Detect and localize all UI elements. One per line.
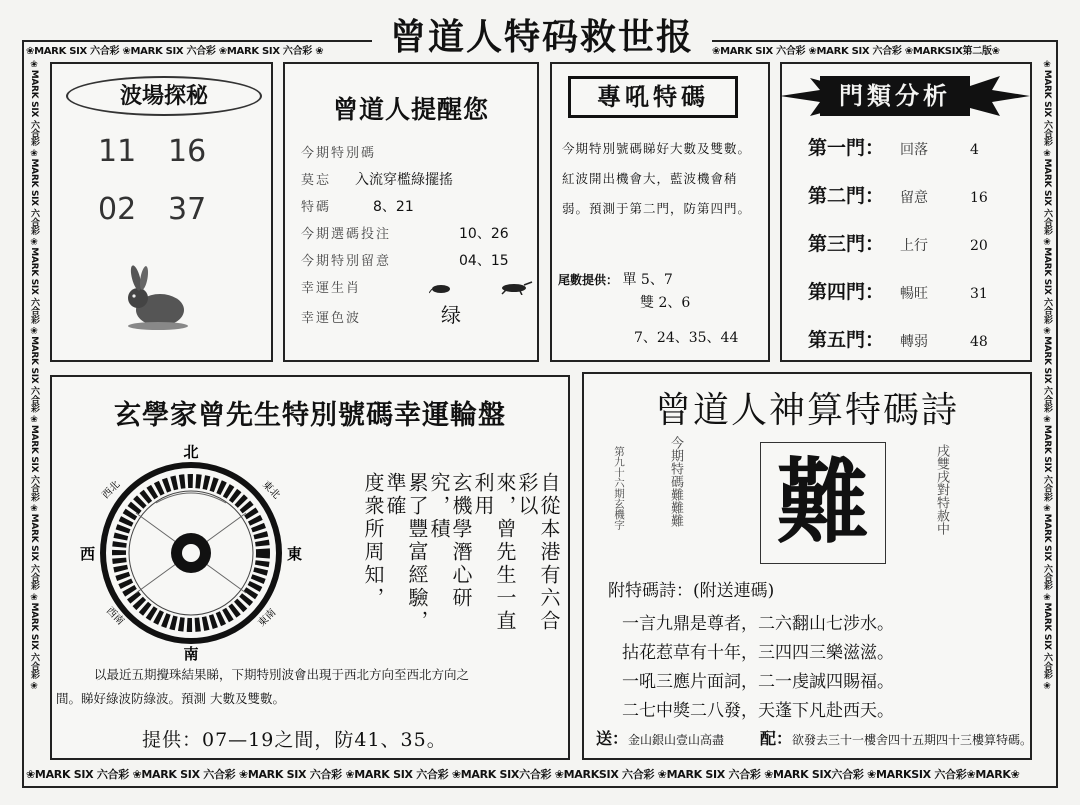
panel-title: 波場探秘 bbox=[66, 76, 262, 116]
banner-strip-left: ❀MARK SIX 六合彩 ❀MARK SIX 六合彩 ❀MARK SIX 六合彩 ❀MARK SIX 六合彩 ❀MARK SIX 六合彩 ❀MARK SIX 六合彩 ❀MARK SIX 六合彩 ❀ bbox=[29, 60, 39, 692]
panel-body-text: 今期特別號碼睇好大數及雙數。紅波開出機會大，藍波機會稍弱。預測于第二門，防第四門。 bbox=[562, 141, 752, 216]
dir-north: 北 bbox=[183, 443, 199, 461]
banner-strip-top-right: ❀MARK SIX 六合彩 ❀MARK SIX 六合彩 ❀MARKSIX第二版❀ bbox=[712, 46, 1000, 57]
door-list bbox=[808, 128, 1028, 368]
list-item bbox=[808, 320, 1028, 368]
text-column: 累了豐富經驗，準確 bbox=[383, 472, 429, 633]
banner-strip-bottom: ❀MARK SIX 六合彩 ❀MARK SIX 六合彩 ❀MARK SIX 六合彩 ❀MARK SIX 六合彩 ❀MARK SIX六合彩 ❀MARKSIX 六合彩 ❀MARK SIX 六合彩 ❀MARK SIX六合彩 ❀MARKSIX 六合彩❀MARK❀ bbox=[26, 768, 1020, 781]
panel-title: 曾道人神算特碼詩 bbox=[654, 390, 959, 431]
number-cell: 16 bbox=[168, 134, 207, 169]
panel-poem bbox=[582, 372, 1032, 760]
poem-subtitle: 附特碼詩：(附送連碼) bbox=[608, 581, 775, 601]
row-label: 特碼 bbox=[301, 200, 332, 215]
prediction-text bbox=[56, 663, 566, 711]
row-label: 今期選碼投注 bbox=[301, 227, 392, 242]
row-value: 10、26 bbox=[459, 226, 509, 242]
poem-line: 一吼三應片面詞，二一虔誠四賜福。 bbox=[622, 672, 894, 692]
panel-title: 玄學家曾先生特別號碼幸運輪盤 bbox=[114, 400, 506, 431]
poem-line: 拈花惹草有十年，三四四三樂滋滋。 bbox=[622, 643, 894, 663]
number-cell: 37 bbox=[168, 192, 207, 227]
door-number: 4 bbox=[970, 142, 979, 158]
panel-reminder bbox=[283, 62, 539, 362]
row-label: 幸運生肖 bbox=[301, 281, 362, 296]
issue-column: 第九十六期玄機字 bbox=[613, 446, 625, 530]
dir-southeast: 東南 bbox=[256, 607, 279, 630]
list-item bbox=[808, 224, 1028, 272]
row-value: 入流穿檻綠擺搖 bbox=[355, 172, 453, 188]
gift-line bbox=[596, 726, 1032, 749]
row-label: 莫忘 bbox=[301, 173, 332, 188]
door-label: 第三門： bbox=[808, 233, 885, 255]
row-value: 8、21 bbox=[373, 199, 414, 215]
dir-northeast: 東北 bbox=[259, 479, 282, 502]
dir-northwest: 西北 bbox=[100, 479, 123, 502]
send-label: 送： bbox=[596, 729, 629, 748]
poem-lines bbox=[622, 610, 894, 726]
dir-east: 東 bbox=[286, 545, 302, 563]
lucky-wheel bbox=[76, 443, 306, 663]
tail-numbers bbox=[558, 269, 768, 350]
horse-icon bbox=[494, 281, 554, 295]
list-item bbox=[301, 248, 531, 275]
dir-south: 南 bbox=[183, 645, 199, 663]
door-word: 轉弱 bbox=[900, 334, 928, 350]
door-label: 第四門： bbox=[808, 281, 885, 303]
masthead-title: 曾道人特码救世报 bbox=[372, 12, 712, 62]
clue-column: 戌雙戌對特赦中 bbox=[934, 444, 949, 535]
list-item bbox=[301, 167, 531, 194]
prediction-line: 以最近五期攪珠結果睇，下期特別波會出現于西北方向至西北方向之 bbox=[94, 667, 470, 682]
row-label: 幸運色波 bbox=[301, 311, 362, 326]
banner-strip-right: ❀MARK SIX 六合彩 ❀MARK SIX 六合彩 ❀MARK SIX 六合彩 ❀MARK SIX 六合彩 ❀MARK SIX 六合彩 ❀MARK SIX 六合彩 ❀MARK SIX 六合彩 ❀ bbox=[1042, 60, 1052, 692]
door-number: 20 bbox=[970, 238, 988, 254]
number-cell: 11 bbox=[98, 134, 137, 169]
door-word: 暢旺 bbox=[900, 286, 928, 302]
door-number: 16 bbox=[970, 190, 988, 206]
row-label: 今期特別留意 bbox=[301, 254, 392, 269]
door-word: 留意 bbox=[900, 190, 928, 206]
door-word: 上行 bbox=[900, 238, 928, 254]
number-cell: 02 bbox=[98, 192, 137, 227]
banner-strip-top-left: ❀MARK SIX 六合彩 ❀MARK SIX 六合彩 ❀MARK SIX 六合彩 ❀ bbox=[26, 46, 324, 57]
list-item bbox=[301, 302, 531, 329]
list-item bbox=[301, 140, 531, 167]
list-item bbox=[301, 275, 531, 302]
text-column: 來，曾先生一直利用 bbox=[471, 472, 517, 633]
panel-wave-field bbox=[50, 62, 273, 362]
reminder-list bbox=[301, 140, 531, 329]
hint-column: 今期特碼難難難 bbox=[668, 436, 683, 527]
pair-text: 欲發去三十一樓舍四十五期四十三樓算特碼。 bbox=[792, 733, 1033, 747]
text-column: 度衆所周知， bbox=[361, 472, 385, 610]
poem-line: 一言九鼎是尊者，二六翻山七涉水。 bbox=[622, 614, 894, 634]
list-item bbox=[301, 221, 531, 248]
text-column: 自從本港有六合彩以 bbox=[515, 472, 561, 633]
list-item bbox=[808, 272, 1028, 320]
door-number: 48 bbox=[970, 334, 988, 350]
row-value: 04、15 bbox=[459, 253, 509, 269]
panel-door-analysis bbox=[780, 62, 1032, 362]
rabbit-icon bbox=[122, 264, 192, 334]
panel-special-code bbox=[550, 62, 770, 362]
panel-title: 專吼特碼 bbox=[568, 76, 738, 118]
vertical-text-block bbox=[332, 472, 564, 652]
dir-southwest: 西南 bbox=[103, 605, 126, 628]
door-label: 第一門： bbox=[808, 137, 885, 159]
door-number: 31 bbox=[970, 286, 988, 302]
tail-number-list: 7、24、35、44 bbox=[634, 330, 739, 346]
row-label: 今期特別碼 bbox=[301, 146, 377, 161]
tail-double: 雙 2、6 bbox=[640, 295, 691, 311]
send-text: 金山銀山壹山高盡 bbox=[628, 733, 725, 747]
list-item bbox=[808, 176, 1028, 224]
number-grid bbox=[98, 134, 248, 250]
list-item bbox=[301, 194, 531, 221]
tail-label: 尾數提供： bbox=[558, 273, 619, 287]
mouse-icon bbox=[429, 281, 489, 295]
door-label: 第五門： bbox=[808, 329, 885, 351]
prediction-line: 間。睇好綠波防綠波。預測 大數及雙數。 bbox=[56, 691, 285, 706]
poem-line: 二七中獎二八發，天蓬下凡赴西天。 bbox=[622, 701, 894, 721]
panel-lucky-wheel bbox=[50, 375, 570, 760]
row-value: 绿 bbox=[441, 303, 461, 327]
text-column: 玄機學潛心研究，積 bbox=[427, 472, 473, 610]
door-label: 第二門： bbox=[808, 185, 885, 207]
panel-title: 曾道人提醒您 bbox=[332, 95, 489, 124]
pair-label: 配： bbox=[760, 729, 793, 748]
tail-single: 單 5、7 bbox=[622, 272, 673, 288]
panel-title: 門類分析 bbox=[820, 76, 970, 116]
dir-west: 西 bbox=[80, 545, 96, 563]
door-word: 回落 bbox=[900, 142, 928, 158]
key-character: 難 bbox=[760, 442, 886, 564]
list-item bbox=[808, 128, 1028, 176]
provide-line: 提供：07—19之間，防41、35。 bbox=[142, 729, 447, 751]
